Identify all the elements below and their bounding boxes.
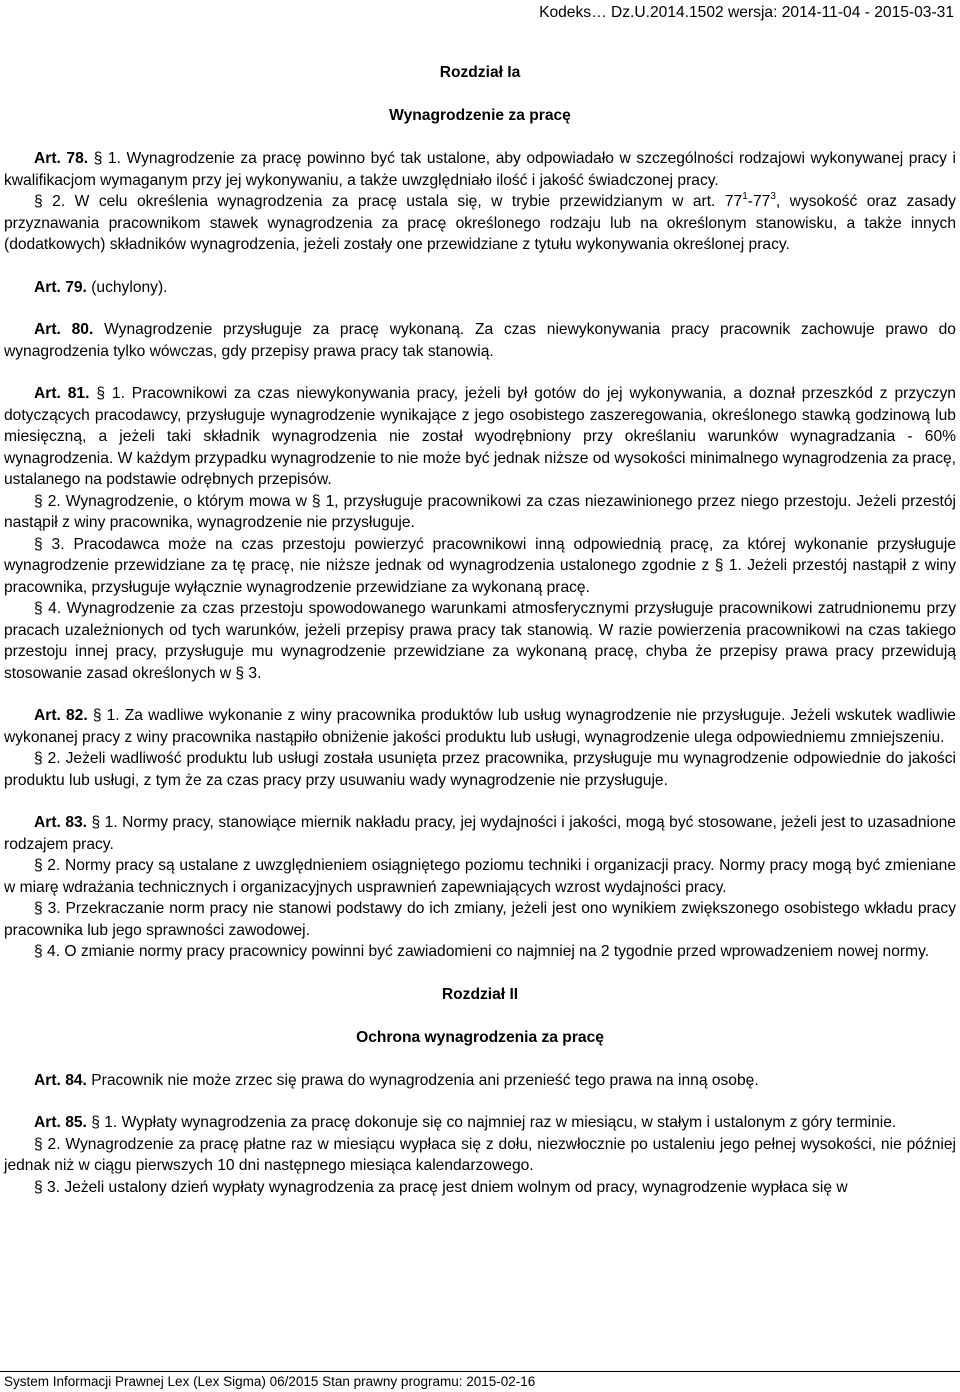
chapter-title: Wynagrodzenie za pracę [389,107,571,124]
paragraph-text: Wynagrodzenie za pracę powinno być tak ustalone, aby odpowiadało w szczególności rodzajowi wykonywanej pracy i kwalifikacjom wymaganym przy jej wykonywaniu, a także uwzględniało ilość i jakość świadczonej pracy. [4,150,956,189]
article-79 [4,277,956,299]
paragraph-text: Wynagrodzenie przysługuje za pracę wykonaną. Za czas niewykonywania pracy pracownik zachowuje prawo do wynagrodzenia tylko wówczas, gdy przepisy prawa pracy tak stanowią. [4,321,956,360]
article-number: Art. 79. [34,278,87,296]
paragraph-text: Jeżeli ustalony dzień wypłaty wynagrodzenia za pracę jest dniem wolnym od pracy, wynagrodzenie wypłaca się w [64,1178,848,1196]
paragraph-marker: § 4. [34,943,61,960]
article-80 [4,319,956,362]
article-85-paragraph-3 [4,1177,956,1199]
article-83-paragraph-1 [4,812,956,855]
superscript: 1 [742,190,748,202]
article-number: Art. 85. [34,1114,87,1131]
chapter-label: Rozdział Ia [439,64,521,81]
article-85-paragraph-1 [4,1112,956,1134]
paragraph-text: Pracodawca może na czas przestoju powierzyć pracownikowi inną odpowiednią pracę, za której wykonanie przysługuje wynagrodzenie przewidziane za tę pracę, nie niższe jednak od wynagrodzenia ustalonego zgodnie z § 1. Jeżeli przestój nastąpił z winy pracownika, przysługuje wyłącznie wynagrodzenie przewidziane za wykonaną pracę. [4,535,956,596]
article-number: Art. 83. [34,814,88,831]
article-78-paragraph-1 [4,148,956,191]
paragraph-text: Wypłaty wynagrodzenia za pracę dokonuje się co najmniej raz w miesiącu, w stałym i ustalonym z góry terminie. [121,1114,897,1131]
paragraph-marker: § 1. [91,814,118,831]
paragraph-marker: § 3. [34,535,65,553]
paragraph-marker: § 1. [93,150,121,167]
article-81-paragraph-2 [4,491,956,534]
footer-divider [0,1371,960,1372]
paragraph-text: Przekraczanie norm pracy nie stanowi podstawy do ich zmiany, jeżeli jest ono wynikiem zwiększonego osobistego wkładu pracy pracownika lub jego sprawności zawodowej. [4,900,956,939]
paragraph-marker: § 2. [34,193,66,210]
article-83-paragraph-4 [4,941,956,963]
article-81-paragraph-1 [4,383,956,491]
article-82-paragraph-2 [4,748,956,791]
paragraph-text: Pracownikowi za czas niewykonywania pracy, jeżeli był gotów do jej wykonywania, a doznał przeszkód z przyczyn dotyczących pracodawcy, przysługuje wynagrodzenie wynikające z jego osobistego zaszeregowania, określonego stawką godzinową lub miesięczną, a jeżeli taki składnik wynagrodzenia nie został wyodrębniony przy określaniu warunków wynagradzania - 60% wynagrodzenia. W każdym przypadku wynagrodzenie to nie może być jednak niższe od wysokości minimalnego wynagrodzenia za pracę, ustalanego na podstawie odrębnych przepisów. [4,385,956,488]
article-82-paragraph-1 [4,705,956,748]
article-81-paragraph-4 [4,598,956,684]
article-83-paragraph-2 [4,855,956,898]
paragraph-text: Normy pracy, stanowiące miernik nakładu pracy, jej wydajności i jakości, mogą być stosowane, jeżeli jest to uzasadnione rodzajem pracy. [4,814,956,853]
chapter-title: Ochrona wynagrodzenia za pracę [356,1028,604,1046]
article-number: Art. 81. [34,385,90,402]
paragraph-marker: § 3. [34,900,61,917]
paragraph-text: Pracownik nie może zrzec się prawa do wynagrodzenia ani przenieść tego prawa na inną osobę. [91,1071,759,1089]
paragraph-text: Wynagrodzenie, o którym mowa w § 1, przysługuje pracownikowi za czas niezawinionego przez niego przestoju. Jeżeli przestój nastąpił z winy pracownika, wynagrodzenie nie przysługuje. [4,492,956,531]
document-footer: System Informacji Prawnej Lex (Lex Sigma) 06/2015 Stan prawny programu: 2015-02-16 [4,1374,536,1389]
paragraph-marker: § 1. [96,385,125,402]
paragraph-text: , wysokość oraz zasady przyznawania pracownikom stawek wynagrodzenia za pracę określonego rodzaju lub na określonym stanowisku, a także innych (dodatkowych) składników wynagrodzenia, jeżeli zostały one przewidziane z tytułu wykonywania określonej pracy. [4,193,956,253]
paragraph-text: -77 [747,193,771,210]
article-number: Art. 84. [34,1071,87,1089]
paragraph-text: Za wadliwe wykonanie z winy pracownika produktów lub usług wynagrodzenie nie przysługuje. Jeżeli wskutek wadliwie wykonanej pracy z winy pracownika nastąpiło obniżenie jakości produktu lub usługi, wynagrodzenie ulega odpowiedniemu zmniejszeniu. [4,707,956,746]
article-85-paragraph-2 [4,1134,956,1177]
paragraph-text: Normy pracy są ustalane z uwzględnieniem osiągniętego poziomu techniki i organizacji pracy. Normy pracy mogą być zmieniane w miarę wdrażania technicznych i organizacyjnych usprawnień zapewniających wzrost wydajności pracy. [4,857,956,896]
paragraph-text: Jeżeli wadliwość produktu lub usługi została usunięta przez pracownika, przysługuje mu wynagrodzenie odpowiednie do jakości produktu lub usługi, z tym że za czas pracy przy usuwaniu wady wynagrodzenie nie przysługuje. [4,750,956,789]
article-number: Art. 82. [34,707,88,724]
chapter-label: Rozdział II [441,985,519,1003]
paragraph-marker: § 2. [34,750,61,767]
paragraph-marker: § 2. [34,857,61,874]
paragraph-marker: § 1. [92,707,120,724]
paragraph-text: Wynagrodzenie za pracę płatne raz w miesiącu wypłaca się z dołu, niezwłocznie po ustaleniu jego pełnej wysokości, nie później jednak niż w ciągu pierwszych 10 dni następnego miesiąca kalendarzowego. [4,1135,956,1174]
article-84 [4,1070,956,1092]
article-number: Art. 78. [34,150,89,167]
article-number: Art. 80. [34,321,94,338]
paragraph-text: (uchylony). [91,278,168,296]
paragraph-text: O zmianie normy pracy pracownicy powinni być zawiadomieni co najmniej na 2 tygodnie przed wprowadzeniem nowej normy. [64,943,930,960]
article-81-paragraph-3 [4,534,956,599]
paragraph-marker: § 4. [34,600,62,617]
document-body [4,61,956,1198]
article-78-paragraph-2 [4,191,956,256]
superscript: 3 [770,190,776,202]
paragraph-text: Wynagrodzenie za czas przestoju spowodowanego warunkami atmosferycznymi przysługuje pracownikowi zatrudnionemu przy pracach uzależnionych od tych warunków, jeżeli przepisy prawa pracy tak stanowią. W razie powierzenia pracownikowi na czas takiego przestoju innej pracy, przysługuje mu wynagrodzenie przewidziane za wykonaną pracę, chyba że przepisy prawa pracy przewidują stosowanie zasad określonych w § 3. [4,600,956,682]
paragraph-marker: § 1. [91,1114,118,1131]
paragraph-marker: § 3. [34,1178,61,1196]
paragraph-text: W celu określenia wynagrodzenia za pracę ustala się, w trybie przewidzianym w art. 77 [74,193,743,210]
paragraph-marker: § 2. [34,1135,61,1153]
paragraph-marker: § 2. [34,492,61,510]
article-83-paragraph-3 [4,898,956,941]
document-header-meta: Kodeks… Dz.U.2014.1502 wersja: 2014-11-04 - 2015-03-31 [539,4,954,21]
